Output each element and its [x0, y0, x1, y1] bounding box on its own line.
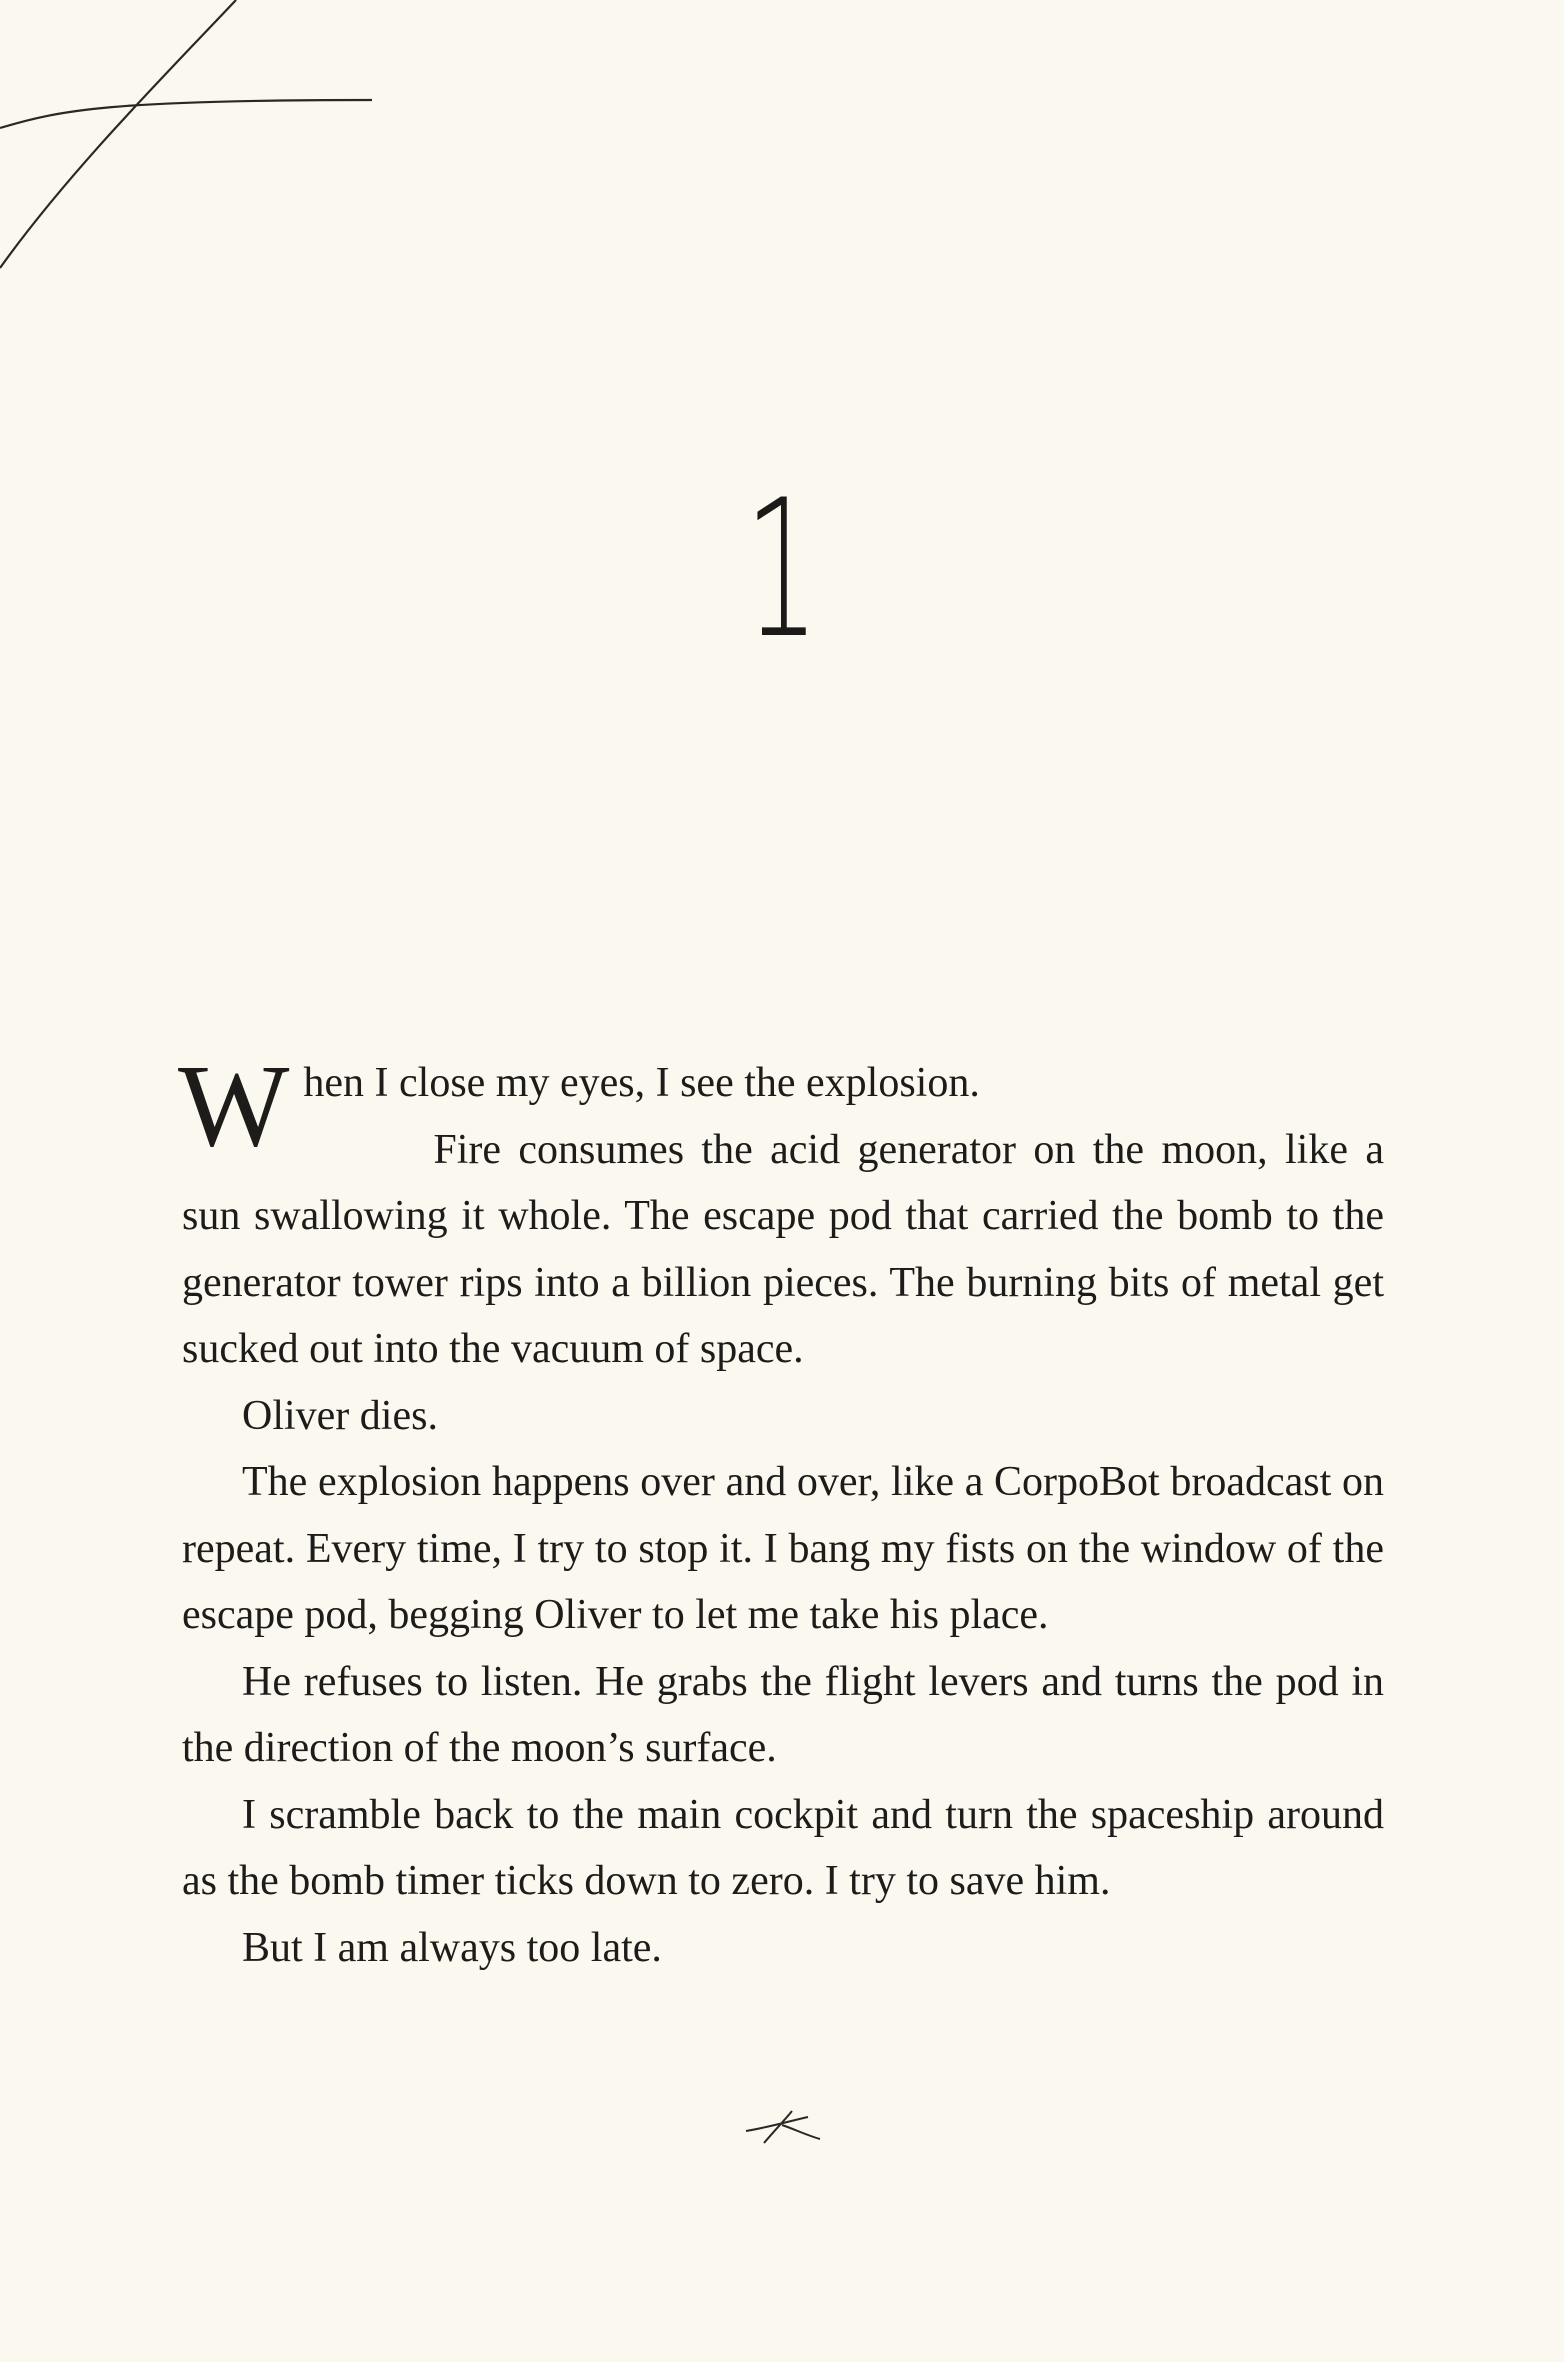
paragraph: Oliver dies.: [242, 1392, 438, 1439]
paragraph: Fire consumes the acid generator on the moon, like a sun swallowing it whole. The escape pod that carried the bomb to the generator tower rips into a billion pieces. The burning bits of metal get sucked out into the vacuum of space.: [182, 1126, 1384, 1372]
section-break-flourish-icon: [742, 2105, 824, 2149]
paragraph: But I am always too late.: [242, 1924, 662, 1971]
paragraph: He refuses to listen. He grabs the flight levers and turns the pod in the direction of the moon’s surface.: [182, 1658, 1384, 1771]
chapter-number: 1: [744, 459, 820, 680]
paragraph: The explosion happens over and over, like a CorpoBot broadcast on repeat. Every time, I try to stop it. I bang my fists on the window of the escape pod, begging Oliver to let me take his place.: [182, 1459, 1384, 1638]
drop-cap: W: [178, 1040, 290, 1171]
opening-paragraph: [178, 1040, 1384, 1171]
chapter-text: [178, 1040, 1384, 1981]
crossed-lines-flourish-icon: [0, 0, 400, 300]
paragraph: I scramble back to the main cockpit and turn the spaceship around as the bomb timer ticks down to zero. I try to save him.: [182, 1791, 1384, 1904]
opening-line: hen I close my eyes, I see the explosion.: [303, 1060, 980, 1106]
